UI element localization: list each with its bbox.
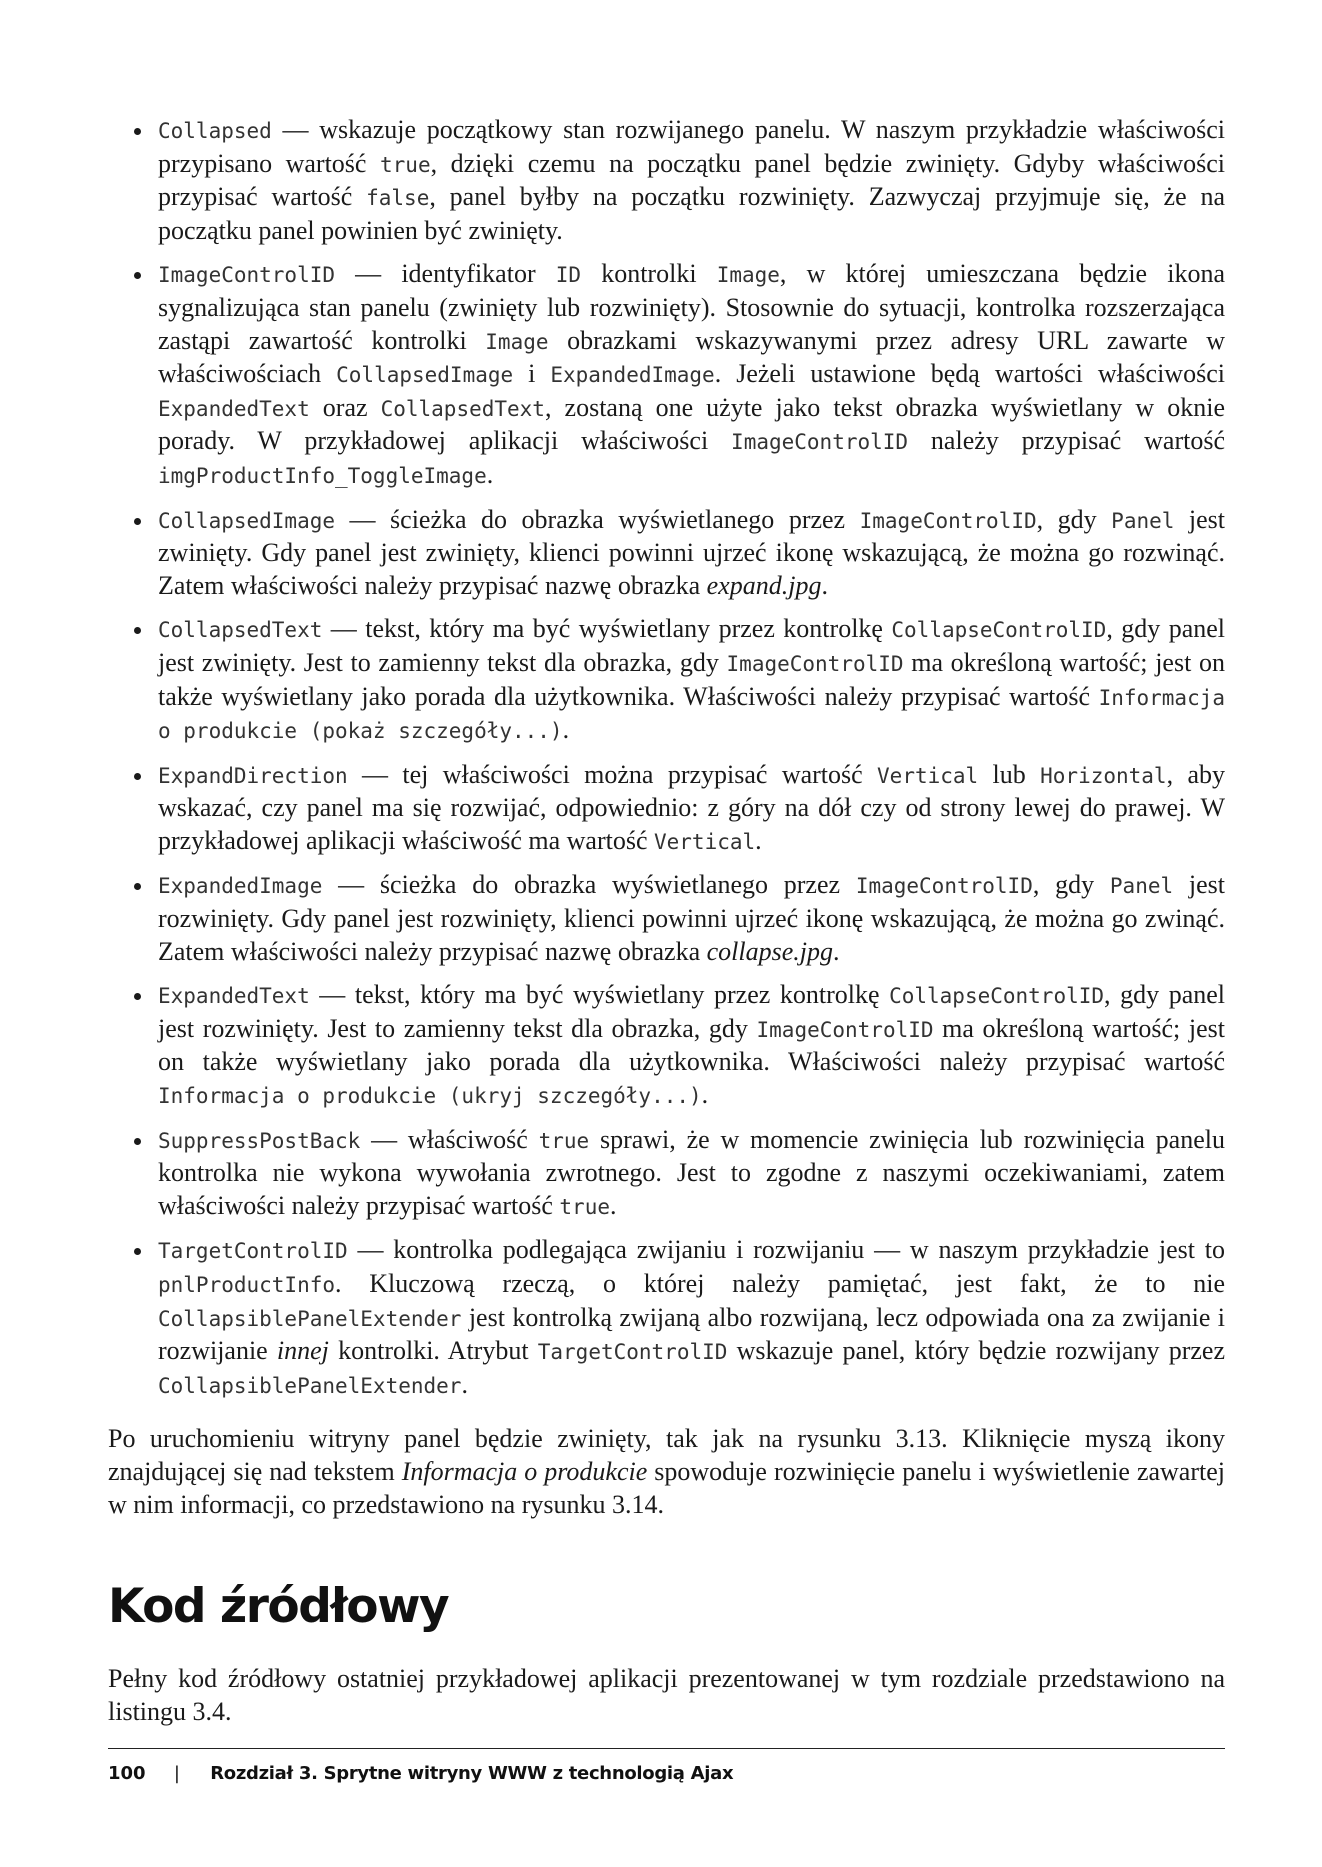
property-list: [108, 114, 1225, 1402]
code-term: CollapsedText: [158, 618, 323, 643]
page-content: [108, 114, 1225, 1728]
list-item: [108, 613, 1225, 747]
code-term: CollapseControlID: [891, 618, 1107, 643]
text-run: , gdy: [1032, 870, 1110, 900]
section-heading: Kod źródłowy: [108, 1579, 449, 1635]
text-run: , aby wskazać, czy panel ma się rozwijać, odpowiednio: z góry na dół czy od strony lewej do prawej. W przykładowej aplikacji właściwość ma wartość: [158, 759, 1225, 855]
text-run: — ścieżka do obrazka wyświetlanego przez: [335, 504, 860, 534]
list-item: [108, 504, 1225, 603]
list-item: [108, 114, 1225, 247]
text-run: wskazuje panel, który będzie rozwijany przez: [727, 1336, 1226, 1366]
body-paragraph: [108, 1663, 1225, 1728]
code-term: Image: [485, 329, 549, 354]
text-run: — ścieżka do obrazka wyświetlanego przez: [322, 870, 856, 900]
text-run: .: [486, 459, 494, 489]
text-run: .: [461, 1369, 468, 1399]
text-run: .: [701, 1080, 709, 1110]
code-term: Vertical: [654, 829, 756, 854]
code-term: Panel: [1111, 508, 1175, 533]
text-run: — tej właściwości można przypisać wartość: [347, 759, 878, 789]
text-run: — tekst, który ma być wyświetlany przez kontrolkę: [309, 980, 890, 1010]
code-term: true: [538, 1128, 590, 1153]
text-run: obrazkami wskazywanymi przez adresy URL zawarte w właściwościach: [158, 325, 1225, 389]
code-term: ExpandDirection: [158, 763, 348, 788]
emphasis-text: Informacja o produkcie: [401, 1456, 648, 1486]
code-term: Informacja o produkcie (ukryj szczegóły...): [158, 1084, 702, 1109]
emphasis-text: expand.jpg: [706, 570, 822, 600]
code-term: ExpandedImage: [158, 874, 323, 899]
code-term: CollapsedImage: [158, 508, 336, 533]
code-term: ID: [555, 263, 582, 288]
text-run: — właściwość: [360, 1124, 539, 1154]
text-run: , dzięki czemu na początku panel będzie zwinięty. Gdyby właściwości przypisać wartość: [158, 148, 1225, 212]
code-term: Collapsed: [158, 119, 272, 143]
list-item: [108, 1234, 1225, 1402]
code-term: false: [366, 186, 430, 211]
page-number: 100: [108, 1763, 146, 1784]
code-term: ImageControlID: [158, 263, 336, 288]
text-run: , gdy panel jest rozwinięty. Jest to zamienny tekst dla obrazka, gdy: [158, 980, 1225, 1043]
text-run: kontrolki: [581, 259, 717, 289]
text-run: sprawi, że w momencie zwinięcia lub rozwinięcia panelu kontrolka nie wykona wywołania zwrotnego. Jest to zgodne z naszymi oczekiwaniami, zatem właściwości należy przypisać wartość: [158, 1124, 1225, 1220]
code-term: ImageControlID: [726, 651, 904, 676]
text-run: . Kluczową rzeczą, o której należy pamiętać, jest fakt, że to nie: [335, 1269, 1225, 1298]
text-run: Pełny kod źródłowy ostatniej przykładowej aplikacji prezentowanej w tym rozdziale przedstawiono na listingu 3.4.: [108, 1664, 1225, 1726]
chapter-title: Rozdział 3. Sprytne witryny WWW z technologią Ajax: [210, 1763, 734, 1784]
text-run: lub: [978, 759, 1041, 789]
text-run: — wskazuje początkowy stan rozwijanego panelu. W naszym przykładzie właściwości przypisano wartość: [158, 115, 1225, 178]
text-run: , zostaną one użyte jako tekst obrazka wyświetlany w oknie porady. W przykładowej aplikacji właściwości: [158, 392, 1225, 456]
footer-separator: |: [173, 1763, 180, 1784]
body-paragraph: [108, 1423, 1225, 1521]
code-term: SuppressPostBack: [158, 1128, 361, 1153]
code-term: CollapsiblePanelExtender: [158, 1373, 462, 1398]
code-term: imgProductInfo_ToggleImage: [158, 463, 487, 488]
text-run: jest zwinięty. Gdy panel jest zwinięty, klienci powinni ujrzeć ikonę wskazującą, że można go rozwinąć. Zatem właściwości należy przypisać nazwę obrazka: [158, 504, 1226, 600]
text-run: , gdy panel jest zwinięty. Jest to zamienny tekst dla obrazka, gdy: [158, 614, 1225, 677]
text-run: oraz: [309, 392, 381, 422]
text-run: , gdy: [1036, 504, 1112, 534]
page-footer: [108, 1748, 1225, 1784]
code-term: CollapsedImage: [336, 363, 514, 388]
code-term: ImageControlID: [731, 430, 909, 455]
list-item: [108, 1124, 1225, 1224]
code-term: pnlProductInfo: [158, 1273, 336, 1297]
code-term: Panel: [1109, 874, 1174, 899]
text-run: .: [562, 715, 570, 745]
code-term: Vertical: [877, 763, 979, 788]
text-run: jest rozwinięty. Gdy panel jest rozwinięty, klienci powinni ujrzeć ikonę wskazującą, że można go zwinąć. Zatem właściwości należy przypisać nazwę obrazka: [158, 870, 1226, 966]
text-run: , w której umieszczana będzie ikona sygnalizująca stan panelu (zwinięty lub rozwinięty). Stosownie do sytuacji, kontrolka rozszerzająca zastąpi zawartość kontrolki: [158, 259, 1225, 355]
emphasis-text: innej: [276, 1336, 329, 1366]
text-run: Po uruchomieniu witryny panel będzie zwinięty, tak jak na rysunku 3.13. Kliknięcie myszą ikony znajdującej się nad tekstem: [108, 1424, 1225, 1486]
list-item: [108, 759, 1225, 859]
text-run: — kontrolka podlegająca zwijaniu i rozwijaniu — w naszym przykładzie jest to: [347, 1235, 1225, 1265]
code-term: ImageControlID: [855, 874, 1033, 899]
footer-row: [108, 1763, 733, 1784]
code-term: ImageControlID: [859, 508, 1037, 533]
text-run: jest kontrolką zwijaną albo rozwijaną, lecz odpowiada ona za zwijanie i rozwijanie: [158, 1302, 1225, 1366]
text-run: kontrolki. Atrybut: [328, 1336, 538, 1366]
code-term: CollapseControlID: [889, 984, 1105, 1009]
text-run: spowoduje rozwinięcie panelu i wyświetlenie zawartej w nim informacji, co przedstawiono na rysunku 3.14.: [108, 1456, 1225, 1519]
text-run: .: [821, 570, 828, 600]
code-term: TargetControlID: [158, 1239, 348, 1264]
text-run: .: [833, 936, 840, 966]
text-run: należy przypisać wartość: [908, 426, 1225, 456]
code-term: CollapsedText: [380, 396, 545, 421]
text-run: — identyfikator: [335, 259, 556, 289]
text-run: .: [755, 825, 762, 855]
code-term: Informacja o produkcie (pokaż szczegóły...): [158, 685, 1225, 744]
list-item: [108, 258, 1225, 492]
text-run: — tekst, który ma być wyświetlany przez kontrolkę: [322, 614, 892, 644]
text-run: i: [513, 359, 551, 389]
code-term: CollapsiblePanelExtender: [158, 1306, 462, 1331]
text-run: .: [609, 1190, 617, 1220]
code-term: ExpandedText: [158, 396, 310, 421]
list-item: [108, 869, 1225, 968]
code-term: ExpandedImage: [550, 363, 715, 388]
text-run: . Jeżeli ustawione będą wartości właściwości: [714, 359, 1225, 389]
code-term: true: [380, 152, 431, 177]
code-term: ImageControlID: [756, 1017, 934, 1042]
code-term: Horizontal: [1040, 763, 1167, 788]
text-run: ma określoną wartość; jest on także wyświetlany jako porada dla użytkownika. Właściwości należy przypisać wartość: [158, 1013, 1225, 1077]
code-term: ExpandedText: [158, 984, 310, 1009]
emphasis-text: collapse.jpg: [706, 936, 834, 966]
text-run: , panel byłby na początku rozwinięty. Zazwyczaj przyjmuje się, że na początku panel powinien być zwinięty.: [158, 182, 1225, 245]
code-term: true: [559, 1194, 610, 1219]
code-term: Image: [716, 263, 780, 288]
list-item: [108, 979, 1225, 1112]
code-term: TargetControlID: [537, 1340, 728, 1365]
text-run: ma określoną wartość; jest on także wyświetlany jako porada dla użytkownika. Właściwości należy przypisać wartość: [158, 647, 1225, 711]
